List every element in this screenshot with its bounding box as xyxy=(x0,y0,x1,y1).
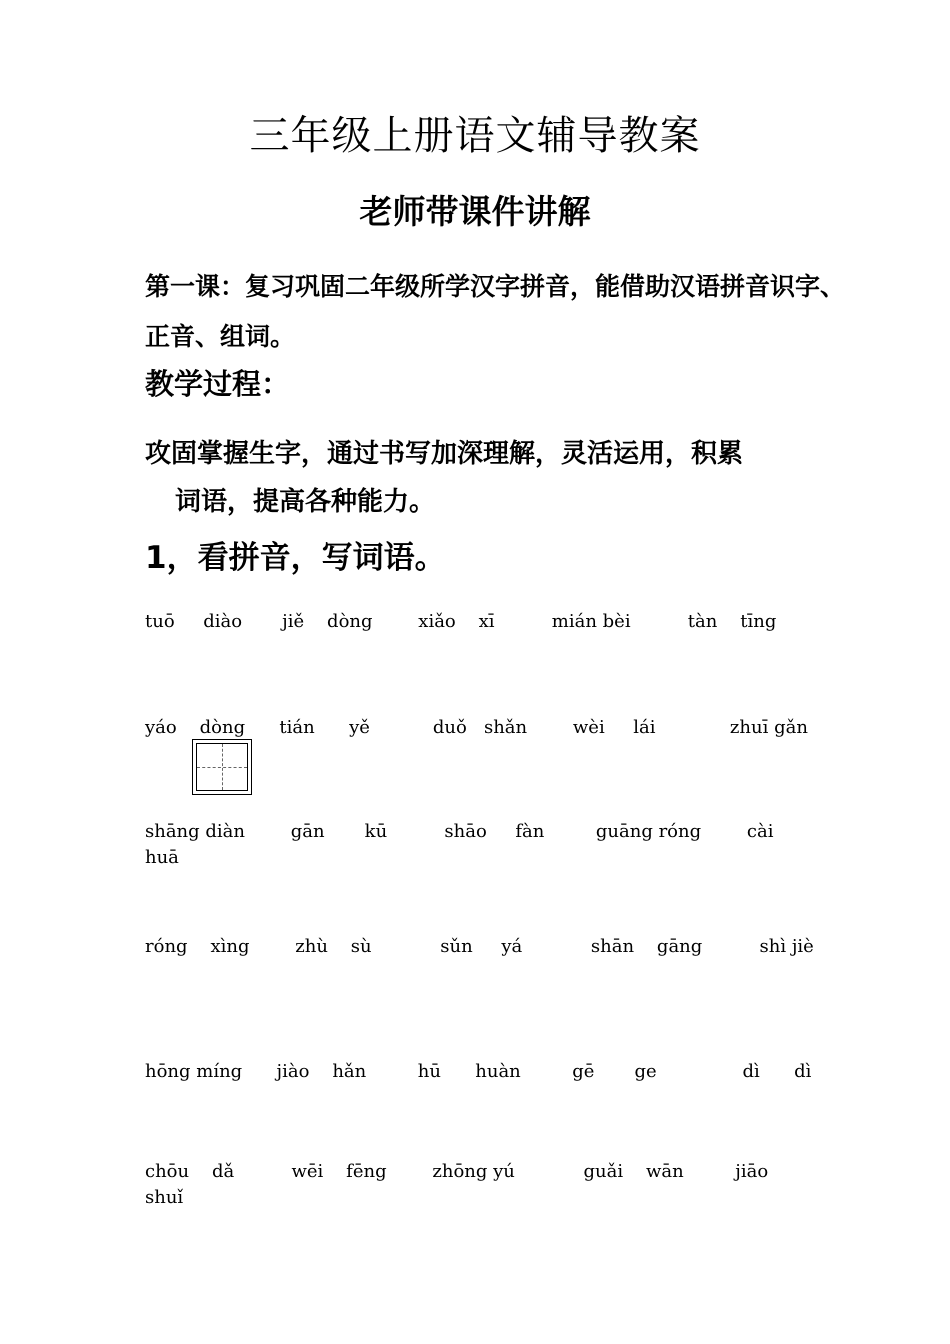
pinyin-row-2: yáo dòng tián yě duǒ shǎn wèi lái zhuī gǎn xyxy=(145,717,808,738)
document-title: 三年级上册语文辅导教案 xyxy=(249,113,701,159)
pinyin-row-4: róng xìng zhù sù sǔn yá shān gāng shì jiè xyxy=(145,936,814,957)
teaching-goal xyxy=(145,430,850,526)
tianzige-writing-box xyxy=(192,739,252,795)
document-subtitle: 老师带课件讲解 xyxy=(359,192,591,231)
process-heading: 教学过程： xyxy=(145,367,291,401)
exercise-title: 1，看拼音，写词语。 xyxy=(145,540,446,576)
pinyin-row-3: shāng diàn gān kū shāo fàn guāng róng cài huā xyxy=(145,821,803,868)
pinyin-row-5: hōng míng jiào hǎn hū huàn gē ge dì dì xyxy=(145,1061,812,1082)
teaching-goal-line-2: 词语，提高各种能力。 xyxy=(175,487,436,517)
pinyin-row-6: chōu dǎ wēi fēng zhōng yú guǎi wān jiāo shuǐ xyxy=(145,1161,780,1208)
lesson-objective: 第一课：复习巩固二年级所学汉字拼音，能借助汉语拼音识字、正音、组词。 xyxy=(145,272,846,351)
teaching-goal-line-1: 攻固掌握生字，通过书写加深理解，灵活运用，积累 xyxy=(145,439,744,469)
pinyin-row-1: tuō diào jiě dòng xiǎo xī mián bèi tàn tīng xyxy=(145,611,777,632)
